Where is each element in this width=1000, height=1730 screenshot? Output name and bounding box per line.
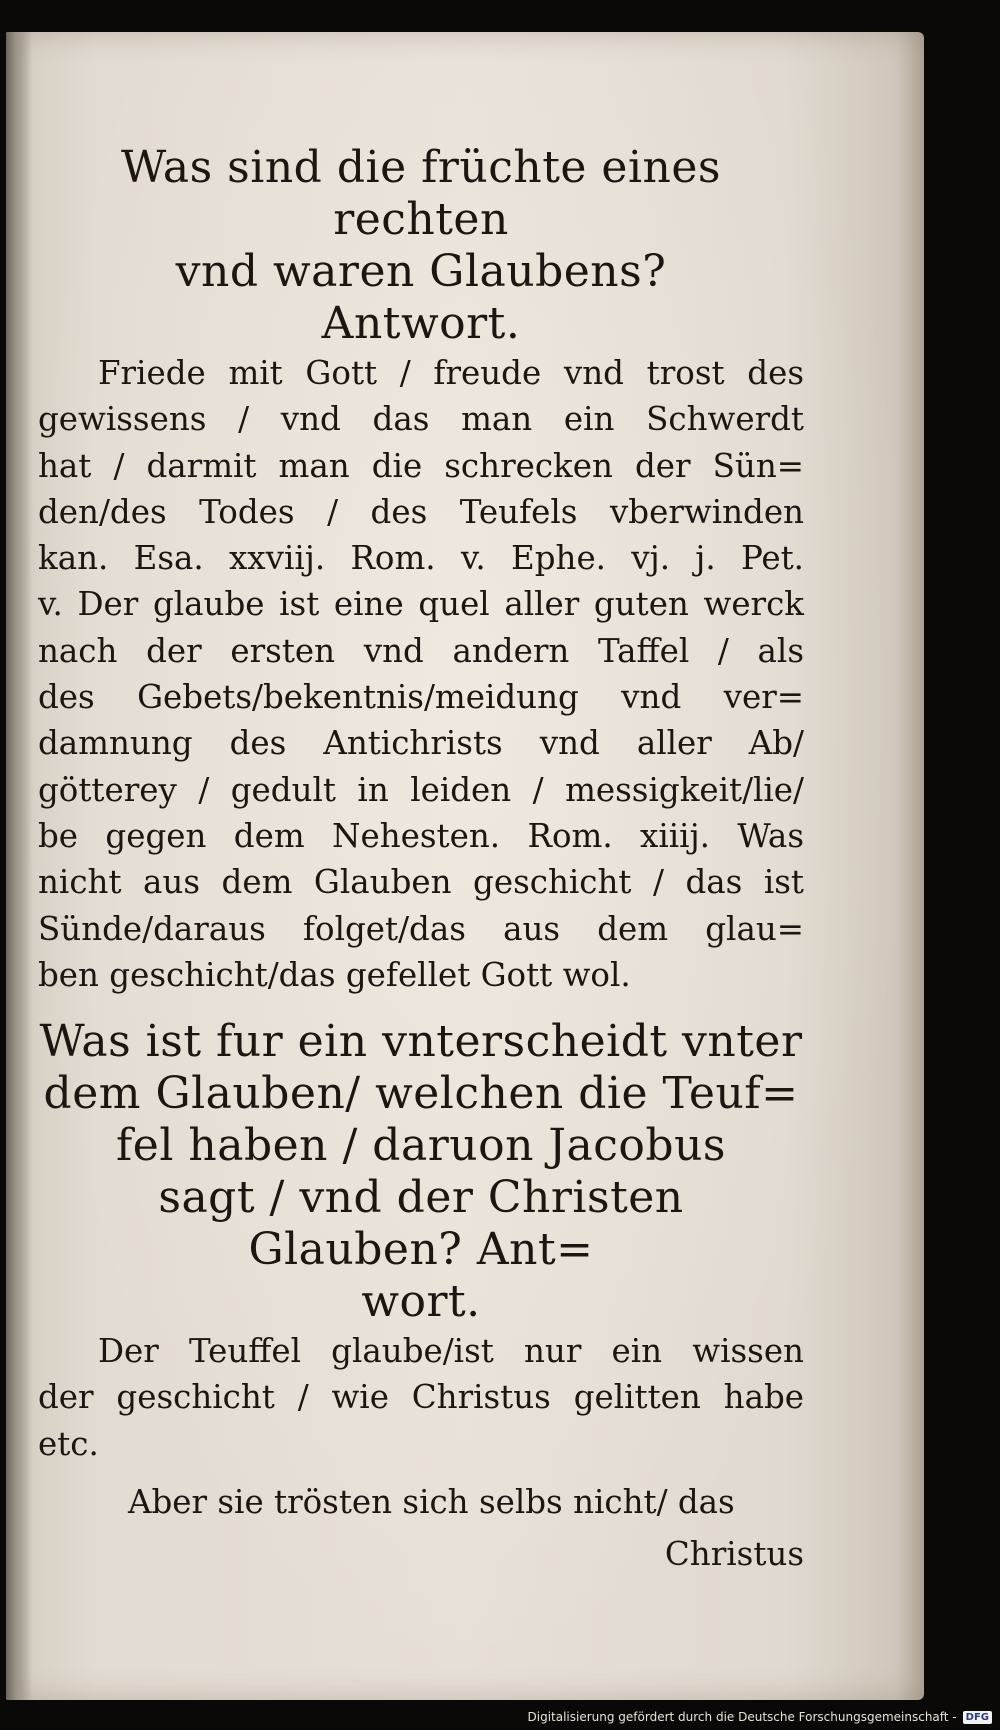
body-line: Der Teuffel glaube/ist nur ein wissen (98, 1332, 804, 1371)
body-line: gewissens / vnd das man ein Schwerdt (38, 400, 804, 439)
heading-line: fel haben / daruon Jacobus (116, 1120, 726, 1172)
book-page (6, 32, 924, 1700)
body-line: der geschicht / wie Christus gelitten habe (38, 1378, 804, 1417)
credit-text: Digitalisierung gefördert durch die Deutsche Forschungsgemeinschaft - (527, 1710, 957, 1724)
dfg-logo-icon: DFG (963, 1711, 992, 1724)
body-line: des Gebets/bekentnis/meidung vnd ver= (38, 678, 804, 717)
page-gutter-shadow (6, 32, 32, 1700)
body-line: hat / darmit man die schrecken der Sün= (38, 446, 804, 485)
question-2-heading (38, 1016, 804, 1328)
body-line: v. Der glaube ist eine quel aller guten werck (38, 585, 804, 624)
question-1-heading (38, 142, 804, 350)
answer-label: Antwort. (321, 298, 521, 349)
heading-line: Glauben? Ant= (248, 1224, 594, 1276)
heading-line: wort. (361, 1276, 481, 1328)
heading-line: vnd waren Glaubens? (175, 246, 667, 297)
heading-line: Was ist fur ein vnterscheidt vnter (39, 1016, 803, 1068)
body-line: damnung des Antichrists vnd aller Ab/ (38, 724, 804, 763)
heading-line: sagt / vnd der Christen (158, 1172, 684, 1224)
body-line: Aber sie trösten sich selbs nicht/ das (128, 1483, 735, 1522)
body-line: Sünde/daraus folget/das aus dem glau= (38, 909, 804, 948)
body-line: Friede mit Gott / freude vnd trost des (98, 354, 804, 392)
catchword: Christus (664, 1535, 804, 1574)
body-line: nicht aus dem Glauben geschicht / das ist (38, 863, 804, 902)
body-line: etc. (38, 1424, 99, 1463)
answer-2-paragraph (38, 1328, 804, 1577)
body-line: be gegen dem Nehesten. Rom. xiiij. Was (38, 816, 804, 855)
page-text (38, 142, 804, 1578)
body-line: kan. Esa. xxviij. Rom. v. Ephe. vj. j. Pet. (38, 539, 804, 578)
body-line: nach der ersten vnd andern Taffel / als (38, 631, 804, 670)
answer-1-paragraph (38, 350, 804, 998)
digitization-credit (528, 1706, 993, 1728)
heading-line: dem Glauben/ welchen die Teuf= (43, 1068, 799, 1120)
body-line: götterey / gedult in leiden / messigkeit/lie/ (38, 770, 804, 809)
body-line: ben geschicht/das gefellet Gott wol. (38, 955, 631, 994)
heading-line: Was sind die früchte eines rechten (120, 142, 722, 245)
body-line: den/des Todes / des Teufels vberwinden (38, 492, 804, 531)
